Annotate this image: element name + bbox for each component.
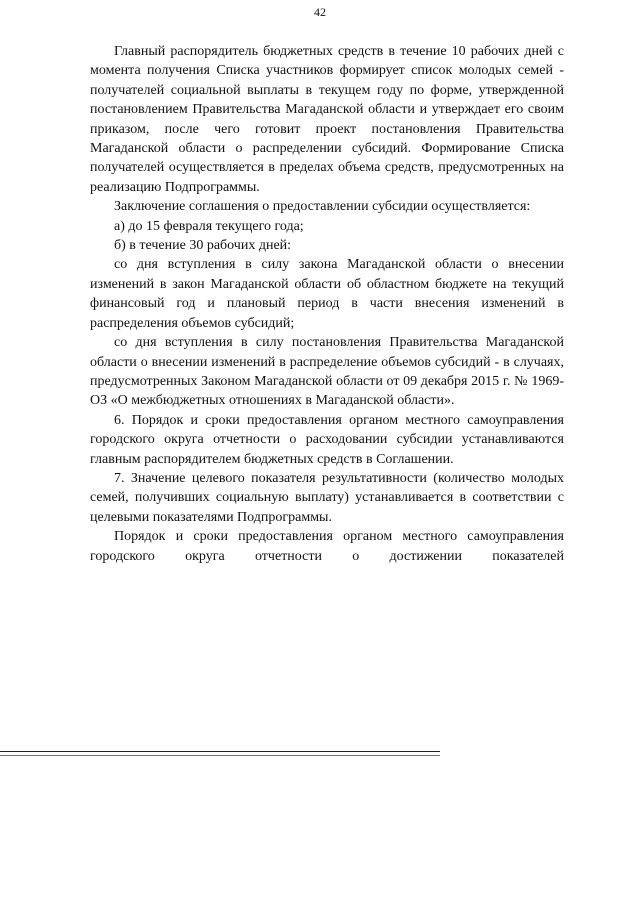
horizontal-rule (0, 751, 440, 752)
document-body (90, 42, 564, 566)
paragraph-item-7: 7. Значение целевого показателя результативности (количество молодых семей, получивших социальную выплату) устанавливается в соответствии с целевыми показателями Подпрограммы. (90, 470, 564, 525)
paragraph-item-6: 6. Порядок и сроки предоставления органом местного самоуправления городского округа отчетности о расходовании субсидии устанавливаются главным распорядителем бюджетных средств в Соглашении. (90, 412, 564, 467)
page-number: 42 (314, 5, 326, 19)
paragraph-item-b: б) в течение 30 рабочих дней: (114, 238, 292, 254)
paragraph-agreement-intro: Заключение соглашения о предоставлении субсидии осуществляется: (114, 199, 531, 215)
horizontal-rule-thin (0, 755, 440, 756)
paragraph-item-a: а) до 15 февраля текущего года; (114, 218, 304, 234)
paragraph-reporting-order: Порядок и сроки предоставления органом местного самоуправления городского округа отчетности о достижении показателей (90, 529, 564, 564)
paragraph-list-formation: Главный распорядитель бюджетных средств в течение 10 рабочих дней с момента получения Списка участников формирует список молодых семей - получателей социальной выплаты в текущем году по форме, утвержденной постановлением Правительства Магаданской области и утверждает его своим приказом, после чего готовит проект постановления Правительства Магаданской области о распределении субсидий. Формирование Списка получателей осуществляется в пределах объема средств, предусмотренных на реализацию Подпрограммы. (90, 44, 564, 195)
paragraph-law-changes: со дня вступления в силу закона Магаданской области о внесении изменений в закон Магаданской области об областном бюджете на текущий финансовый год и плановый период в части внесения изменений в распределения объемов субсидий; (90, 257, 564, 331)
paragraph-resolution-changes: со дня вступления в силу постановления Правительства Магаданской области о внесении изменений в распределение объемов субсидий - в случаях, предусмотренных Законом Магаданской области от 09 декабря 2015 г. № 1969-ОЗ «О межбюджетных отношениях в Магаданской области». (90, 335, 564, 409)
